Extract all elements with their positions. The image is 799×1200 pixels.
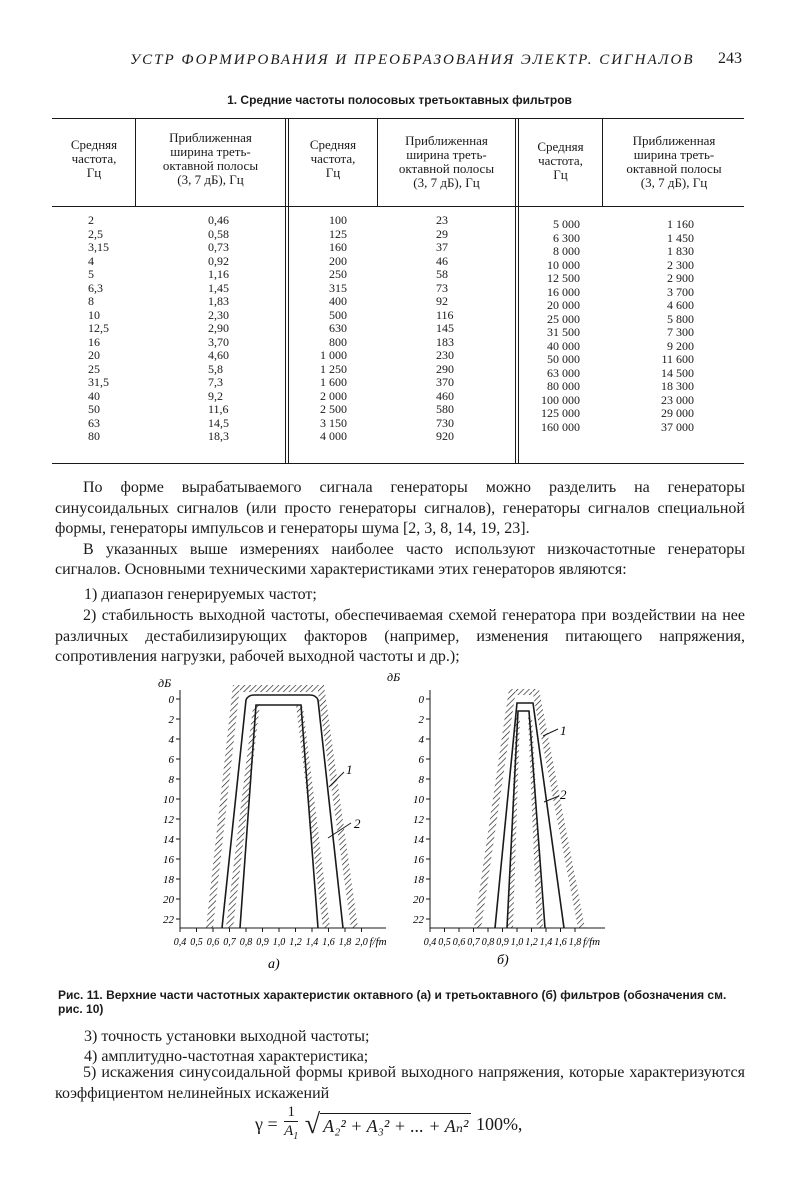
list-item: 1) диапазон генерируемых частот; <box>84 586 317 603</box>
x-tick-label: 1,8 <box>338 937 352 948</box>
figure-caption <box>58 988 748 1016</box>
tolerance-hatch-right-inner <box>528 717 543 928</box>
table-header-cell: Приближенная ширина треть- октавной полосы (3, 7 дБ), Гц <box>398 133 495 190</box>
table-cell: 5,8 <box>208 361 223 376</box>
table-cell: 23 <box>436 213 448 227</box>
y-tick-label: 20 <box>163 894 174 906</box>
table-cell: 18,3 <box>208 429 229 443</box>
panel-b-chart <box>387 672 605 968</box>
table-divider-3 <box>377 119 378 207</box>
table-cell: 92 <box>436 294 448 308</box>
table-column-width-2 <box>436 214 454 444</box>
y-tick-label: 8 <box>418 774 424 786</box>
table-cell: 80 <box>88 429 100 443</box>
table-column-freq-2 <box>313 214 347 444</box>
list-item: 3) точность установки выходной частоты; <box>84 1028 370 1045</box>
table-header-cell: Приближенная ширина треть- октавной полосы (3, 7 дБ), Гц <box>162 130 259 187</box>
list-item: 2) стабильность выходной частоты, обеспечиваемая схемой генератора при воздействии на нее различных дестабилизирующих факторов (например, изменения питающего напряжения, сопротивления нагрузки, рабочей выходной частоты и др.); <box>55 607 745 665</box>
table-cell: 500 <box>329 307 347 322</box>
table-cell: 100 000 <box>541 392 580 407</box>
x-tick-label: 1,2 <box>525 937 538 948</box>
table-column-width-1 <box>208 214 229 444</box>
y-tick-label: 12 <box>163 814 174 826</box>
table-cell: 1 250 <box>320 361 347 376</box>
table-header-rule <box>52 206 744 207</box>
table-cell: 2,90 <box>208 321 229 335</box>
table-cell: 40 <box>88 388 100 403</box>
table-cell: 58 <box>436 267 448 281</box>
table-cell: 14 500 <box>661 365 694 380</box>
table-cell: 25 000 <box>547 311 580 326</box>
x-tick-label: 1,2 <box>289 937 302 948</box>
table-divider-1 <box>135 119 136 207</box>
x-tick-label: 0,8 <box>239 937 253 948</box>
caption-text: Верхние части частотных характеристик октавного (а) и третьоктавного (б) фильтров (обозначения см. рис. 10) <box>58 988 727 1016</box>
table-cell: 1,83 <box>208 294 229 308</box>
y-tick-label: 22 <box>413 914 424 926</box>
table-cell: 160 <box>329 240 347 254</box>
table-cell: 63 <box>88 415 100 430</box>
y-tick-label: 10 <box>413 794 424 806</box>
x-axis-ticks <box>424 928 600 948</box>
table-cell: 125 000 <box>541 406 580 420</box>
table-cell: 4 600 <box>667 298 694 312</box>
table-cell: 200 <box>329 253 347 268</box>
table-top-rule <box>52 118 744 119</box>
table-cell: 1 600 <box>320 375 347 389</box>
table-cell: 16 <box>88 334 100 349</box>
table-cell: 0,46 <box>208 213 229 227</box>
y-axis-ticks <box>163 694 180 926</box>
table-title: 1. Средние частоты полосовых третьоктавных фильтров <box>227 93 572 107</box>
table-cell: 16 000 <box>547 284 580 299</box>
table-cell: 1 000 <box>320 348 347 362</box>
running-head: УСТР ФОРМИРОВАНИЯ И ПРЕОБРАЗОВАНИЯ ЭЛЕКТР. СИГНАЛОВ <box>130 52 695 68</box>
x-tick-label: 0,7 <box>467 937 480 948</box>
table-cell: 125 <box>329 226 347 241</box>
y-tick-label: 4 <box>418 734 424 746</box>
table-cell: 40 000 <box>547 338 580 353</box>
y-tick-label: 14 <box>163 834 174 846</box>
y-tick-label: 12 <box>413 814 424 826</box>
table-column-width-3 <box>654 218 694 434</box>
table-cell: 25 <box>88 361 100 376</box>
table-cell: 5 800 <box>667 311 694 326</box>
x-tick-label: 1,4 <box>305 937 319 948</box>
y-axis-unit: дБ <box>158 676 172 690</box>
y-tick-label: 2 <box>418 714 424 726</box>
table-cell: 1 160 <box>667 217 694 231</box>
table-cell: 100 <box>329 213 347 227</box>
table-cell: 8 <box>88 294 94 308</box>
table-cell: 630 <box>329 321 347 335</box>
x-tick-label: 1,6 <box>554 937 567 948</box>
x-tick-label: 0,8 <box>481 937 495 948</box>
table-divider-2b <box>288 119 289 463</box>
table-cell: 183 <box>436 334 454 349</box>
table-cell: 2 <box>88 213 94 227</box>
table-header-cell: Средняя частота, Гц <box>537 139 584 182</box>
table-cell: 31,5 <box>88 375 109 389</box>
x-axis-ticks <box>174 928 387 948</box>
table-cell: 2 900 <box>667 271 694 285</box>
table-cell: 2 500 <box>320 402 347 416</box>
table-cell: 2,5 <box>88 226 103 241</box>
table-cell: 14,5 <box>208 415 229 430</box>
table-cell: 920 <box>436 429 454 443</box>
table-cell: 37 000 <box>661 419 694 434</box>
table-cell: 12,5 <box>88 321 109 335</box>
table-cell: 50 <box>88 402 100 416</box>
y-tick-label: 16 <box>413 854 424 866</box>
y-tick-label: 14 <box>413 834 424 846</box>
table-cell: 29 000 <box>661 406 694 420</box>
table-cell: 20 <box>88 348 100 362</box>
formula-radicand: A₂² + A₃² + ... + Aₙ² <box>320 1113 471 1137</box>
x-tick-label: 1,0 <box>510 937 524 948</box>
table-divider-2 <box>285 119 286 463</box>
table-divider-4b <box>518 119 519 463</box>
x-tick-label: 1,4 <box>539 937 553 948</box>
x-tick-label: 2,0 <box>355 937 368 948</box>
distortion-formula <box>255 1103 522 1146</box>
table-cell: 1,16 <box>208 267 229 281</box>
table-cell: 11,6 <box>208 402 229 416</box>
table-cell: 3 150 <box>320 415 347 430</box>
y-tick-label: 18 <box>163 874 174 886</box>
x-tick-label: 0,5 <box>438 937 451 948</box>
table-header-cell: Приближенная ширина треть- октавной полосы (3, 7 дБ), Гц <box>626 133 722 190</box>
page-number: 243 <box>718 50 742 67</box>
table-cell: 80 000 <box>547 379 580 393</box>
table-cell: 0,58 <box>208 226 229 241</box>
table-cell: 290 <box>436 361 454 376</box>
caption-prefix: Рис. 11. <box>58 988 103 1002</box>
x-tick-label: 0,5 <box>190 937 203 948</box>
table-cell: 29 <box>436 226 448 241</box>
formula-denominator: A <box>284 1123 294 1139</box>
table-cell: 2,30 <box>208 307 229 322</box>
table-cell: 1 450 <box>667 230 694 245</box>
table-cell: 800 <box>329 334 347 349</box>
table-column-freq-3 <box>534 218 580 434</box>
table-cell: 4 <box>88 253 94 268</box>
table-cell: 1,45 <box>208 280 229 295</box>
table-cell: 10 <box>88 307 100 322</box>
y-tick-label: 2 <box>168 714 174 726</box>
x-tick-label: 0,6 <box>206 937 220 948</box>
table-cell: 5 <box>88 267 94 281</box>
table-cell: 11 600 <box>661 352 694 366</box>
table-cell: 6,3 <box>88 280 103 295</box>
table-cell: 3 700 <box>667 284 694 299</box>
x-tick-label: 0,7 <box>223 937 236 948</box>
table-cell: 9,2 <box>208 388 223 403</box>
curve-label: 1 <box>346 762 353 777</box>
table-cell: 6 300 <box>553 230 580 245</box>
table-cell: 230 <box>436 348 454 362</box>
table-cell: 145 <box>436 321 454 335</box>
table-cell: 116 <box>436 307 454 322</box>
table-cell: 730 <box>436 415 454 430</box>
panel-a-label: а) <box>268 957 280 972</box>
y-tick-label: 20 <box>413 894 424 906</box>
x-tick-label: 0,9 <box>256 937 269 948</box>
y-axis-unit: дБ <box>387 672 401 684</box>
panel-a-chart <box>158 676 387 972</box>
table-cell: 4 000 <box>320 429 347 443</box>
table-header-cell: Средняя частота, Гц <box>309 137 357 180</box>
frequency-response-figure <box>150 672 650 974</box>
paragraph: По форме вырабатываемого сигнала генераторы можно разделить на генераторы синусоидальных сигналов (или просто генераторы сигналов), генераторы сигналов специальной формы, генераторы импульсов и генераторы шума [2, 3, 8, 14, 19, 23]. <box>55 479 745 537</box>
x-tick-label: 0,4 <box>173 937 187 948</box>
list-item: 4) амплитудно-частотная характеристика; <box>84 1048 369 1065</box>
x-tick-label: 1,0 <box>272 937 286 948</box>
formula-numerator: 1 <box>284 1103 298 1122</box>
table-cell: 4,60 <box>208 348 229 362</box>
table-cell: 31 500 <box>547 325 580 339</box>
table-cell: 5 000 <box>553 217 580 231</box>
x-tick-label: 1,6 <box>322 937 335 948</box>
formula-denominator-sub: 1 <box>293 1131 299 1142</box>
y-tick-label: 4 <box>168 734 174 746</box>
paragraph: В указанных выше измерениях наиболее часто используют низкочастотные генераторы сигналов. Основными техническими характеристиками этих генераторов являются: <box>55 540 745 578</box>
table-cell: 400 <box>329 294 347 308</box>
y-tick-label: 0 <box>168 694 174 706</box>
table-cell: 1 830 <box>667 244 694 258</box>
y-axis-ticks <box>413 694 430 926</box>
x-tick-label: 0,9 <box>496 937 509 948</box>
y-tick-label: 18 <box>413 874 424 886</box>
curve-label: 1 <box>560 723 567 738</box>
table-cell: 2 300 <box>667 257 694 272</box>
y-tick-label: 8 <box>168 774 174 786</box>
y-tick-label: 6 <box>168 754 174 766</box>
table-cell: 3,70 <box>208 334 229 349</box>
formula-suffix: 100%, <box>475 1114 523 1134</box>
y-tick-label: 22 <box>163 914 174 926</box>
table-header-cell: Средняя частота, Гц <box>70 137 118 180</box>
y-tick-label: 10 <box>163 794 174 806</box>
table-cell: 315 <box>329 280 347 295</box>
radical-sign: √ <box>304 1108 321 1140</box>
table-cell: 7,3 <box>208 375 223 389</box>
table-cell: 2 000 <box>320 388 347 403</box>
table-cell: 18 300 <box>661 379 694 393</box>
table-cell: 580 <box>436 402 454 416</box>
table-cell: 8 000 <box>553 244 580 258</box>
table-cell: 0,73 <box>208 240 229 254</box>
table-bottom-rule <box>52 463 744 464</box>
y-tick-label: 16 <box>163 854 174 866</box>
table-divider-5 <box>602 119 603 207</box>
table-cell: 10 000 <box>547 257 580 272</box>
curve-label: 2 <box>354 816 361 831</box>
x-axis-label: f/fm <box>369 936 387 948</box>
curve-label: 2 <box>560 787 567 802</box>
table-cell: 20 000 <box>547 298 580 312</box>
table-column-freq-1 <box>88 214 109 444</box>
tolerance-hatch-top <box>240 685 317 692</box>
y-tick-label: 0 <box>418 694 424 706</box>
panel-b-label: б) <box>497 953 509 968</box>
x-tick-label: 0,6 <box>452 937 466 948</box>
table-cell: 160 000 <box>541 419 580 434</box>
table-cell: 73 <box>436 280 448 295</box>
table-cell: 0,92 <box>208 253 229 268</box>
table-cell: 50 000 <box>547 352 580 366</box>
tolerance-hatch-top <box>516 689 532 695</box>
x-tick-label: 1,8 <box>568 937 582 948</box>
x-axis-label: f/fm <box>583 936 601 948</box>
table-cell: 46 <box>436 253 448 268</box>
table-cell: 7 300 <box>667 325 694 339</box>
table-cell: 250 <box>329 267 347 281</box>
table-cell: 9 200 <box>667 338 694 353</box>
table-cell: 460 <box>436 388 454 403</box>
table-cell: 23 000 <box>661 392 694 407</box>
table-divider-4 <box>515 119 516 463</box>
table-cell: 12 500 <box>547 271 580 285</box>
table-cell: 370 <box>436 375 454 389</box>
table-cell: 3,15 <box>88 240 109 254</box>
table-cell: 63 000 <box>547 365 580 380</box>
x-tick-label: 0,4 <box>423 937 437 948</box>
y-tick-label: 6 <box>418 754 424 766</box>
formula-lhs: γ = <box>255 1114 278 1134</box>
list-item: 5) искажения синусоидальной формы кривой выходного напряжения, которые характеризуются коэффициентом нелинейных искажений <box>55 1064 745 1102</box>
table-cell: 37 <box>436 240 448 254</box>
